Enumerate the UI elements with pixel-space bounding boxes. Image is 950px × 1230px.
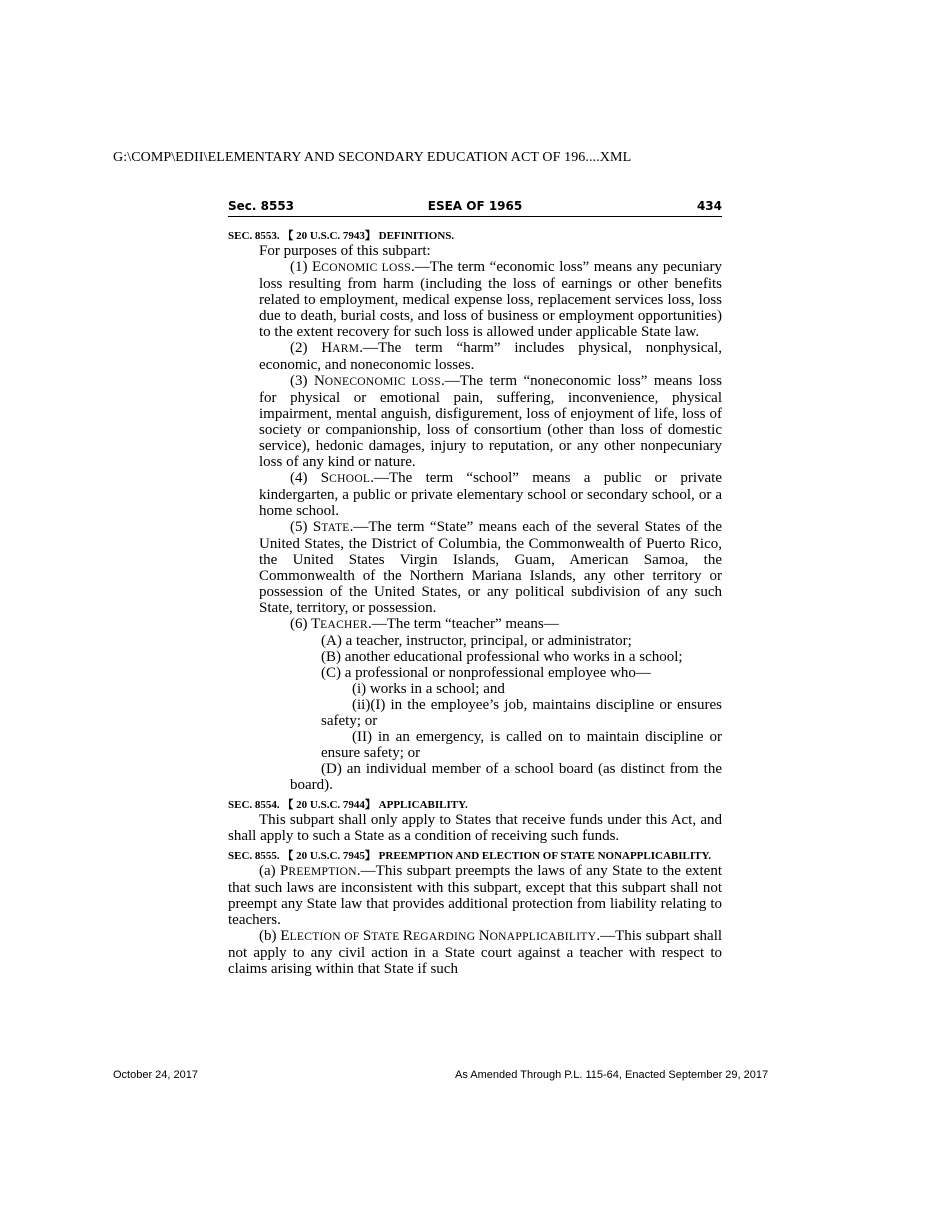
paragraph-label: N (478, 928, 490, 944)
definition-text: .—The term “economic loss” means any pecuniary loss resulting from harm (including the loss of earnings or other benefits related to employment, medical expense loss, replacement services loss, loss due to death, burial costs, and loss of business or employment opportunities) to the extent recovery for such loss is allowed under applicable State law. (259, 259, 723, 340)
definition-school (228, 470, 722, 519)
teacher-clause-a: (A) a teacher, instructor, principal, or administrator; (321, 633, 632, 649)
teacher-clause-c-i: (i) works in a school; and (352, 681, 505, 697)
definition-label: (4) S (290, 470, 330, 486)
definition-state (228, 519, 722, 616)
teacher-clause-c: (C) a professional or nonprofessional employee who— (321, 665, 651, 681)
applicability-text: This subpart shall only apply to States that receive funds under this Act, and shall apply to such a State as a condition of receiving such funds. (228, 812, 722, 844)
paragraph-text: .—This subpart shall not apply to any civil action in a State court against a teacher with respect to claims arising within that State if such (228, 928, 723, 977)
definition-term: ARM (332, 343, 360, 355)
definition-text: .—The term “State” means each of the several States of the United States, the District of Columbia, the Commonwealth of Puerto Rico, the United States Virgin Islands, Guam, American Samoa, the Commonwealth of the Northern Mariana Islands, any other territory or possession of the United States, or any political subdivision of any such State, territory, or possession. (259, 519, 722, 616)
paragraph-term: ONAPPLICABILITY (489, 931, 597, 943)
teacher-clause-b: (B) another educational professional who works in a school; (321, 649, 683, 665)
definition-term: EACHER (320, 619, 368, 631)
footer-date: October 24, 2017 (113, 1069, 199, 1081)
definition-term: TATE (321, 522, 350, 534)
section-heading-8555: SEC. 8555. 【 20 U.S.C. 7945】 PREEMPTION AND ELECTION OF STATE NONAPPLICABILITY. (228, 850, 712, 862)
preemption-paragraph (228, 863, 722, 928)
section-heading-8554: SEC. 8554. 【 20 U.S.C. 7944】 APPLICABILITY. (228, 799, 468, 811)
section-heading-8553: SEC. 8553. 【 20 U.S.C. 7943】 DEFINITIONS. (228, 230, 455, 242)
definition-economic-loss (228, 259, 722, 340)
paragraph-term: EGARDING (412, 931, 479, 943)
running-head-title: ESEA OF 1965 (427, 199, 523, 213)
definition-text: .—The term “school” means a public or private kindergarten, a public or private elementary school or secondary school, or a home school. (259, 470, 722, 519)
definition-text: .—The term “teacher” means— (367, 616, 559, 632)
running-head-section: Sec. 8553 (228, 199, 295, 213)
teacher-clause-c-ii-i: (ii)(I) in the employee’s job, maintains discipline or ensures safety; or (321, 697, 722, 729)
definition-label: (6) T (290, 616, 321, 632)
paragraph-text: .—This subpart preempts the laws of any State to the extent that such laws are inconsistent with this subpart, except that this subpart shall not preempt any State law that provides additional protection from liability relating to teachers. (228, 863, 722, 928)
definition-label: (1) E (290, 259, 322, 275)
definition-term: CONOMIC LOSS (321, 262, 411, 274)
paragraph-term: REEMPTION (288, 866, 357, 878)
definition-label: (2) H (290, 340, 333, 356)
definition-harm (228, 340, 722, 373)
paragraph-term: LECTION OF (289, 931, 363, 943)
definition-teacher (228, 616, 722, 633)
definition-text: .—The term “noneconomic loss” means loss for physical or emotional pain, suffering, inconvenience, physical impairment, mental anguish, disfigurement, loss of enjoyment of life, loss of society or companionship, loss of consortium (other than loss of domestic service), hedonic damages, injury to reputation, or any other nonpecuniary loss of any kind or nature. (259, 373, 722, 470)
election-paragraph (228, 928, 722, 977)
definition-noneconomic-loss (228, 373, 722, 470)
definition-term: CHOOL (329, 473, 371, 485)
paragraph-label: S (362, 928, 372, 944)
definition-text: .—The term “harm” includes physical, nonphysical, economic, and noneconomic losses. (259, 340, 722, 373)
paragraph-label: (a) P (259, 863, 289, 879)
definition-term: ONECONOMIC LOSS (324, 376, 441, 388)
teacher-clause-c-ii-ii: (II) in an emergency, is called on to maintain discipline or ensure safety; or (321, 729, 722, 761)
definitions-intro: For purposes of this subpart: (259, 243, 431, 259)
running-head (228, 197, 722, 217)
definition-label: (5) S (290, 519, 322, 535)
footer-amended: As Amended Through P.L. 115-64, Enacted September 29, 2017 (455, 1069, 769, 1081)
definition-label: (3) N (290, 373, 325, 389)
paragraph-term: TATE (371, 931, 403, 943)
paragraph-label: (b) E (259, 928, 290, 944)
paragraph-label: R (402, 928, 413, 944)
document-body (228, 230, 722, 977)
file-path: G:\COMP\EDII\ELEMENTARY AND SECONDARY EDUCATION ACT OF 196....XML (113, 150, 632, 165)
teacher-clause-d: (D) an individual member of a school board (as distinct from the board). (290, 761, 722, 793)
page-number: 434 (696, 199, 722, 213)
